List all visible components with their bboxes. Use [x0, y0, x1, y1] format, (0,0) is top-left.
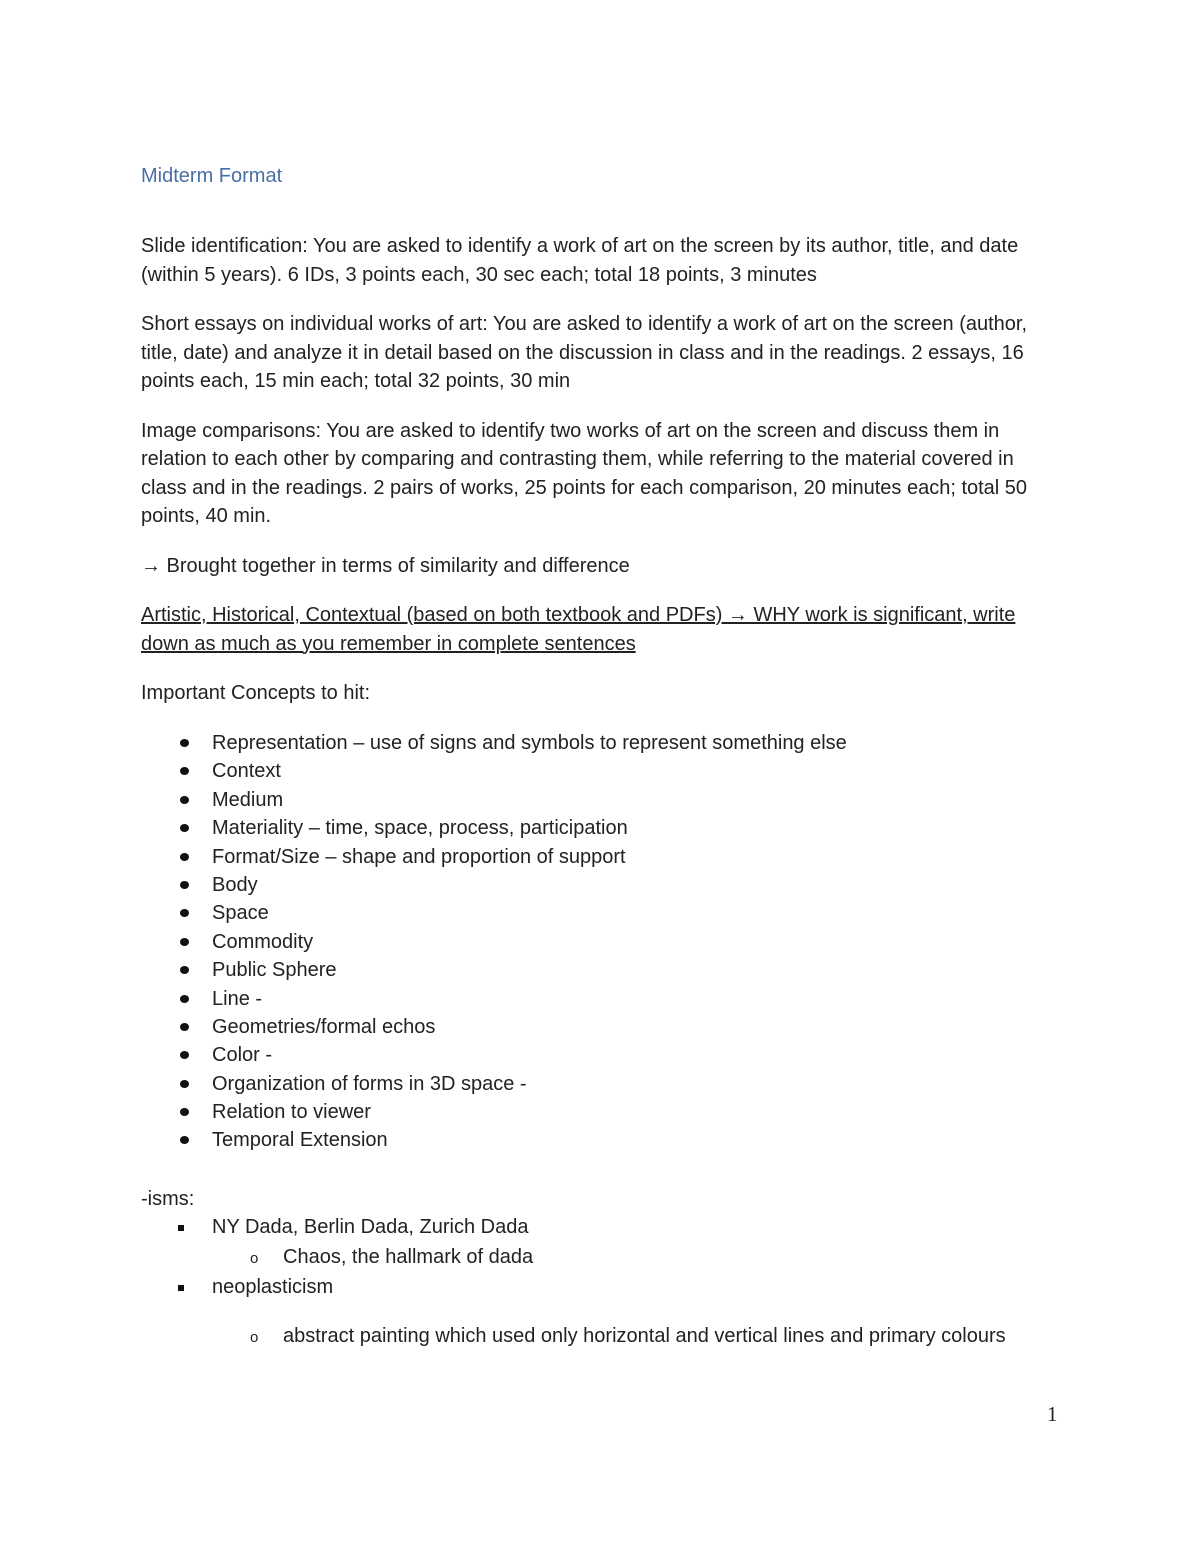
- bullet-icon: [180, 995, 189, 1003]
- bullet-icon: [180, 1080, 189, 1088]
- list-item: [141, 729, 1061, 757]
- list-item: [141, 814, 1061, 842]
- list-item: [141, 985, 1061, 1013]
- document-body: [141, 163, 1061, 1351]
- list-item: [141, 956, 1061, 984]
- bullet-icon: [180, 1023, 189, 1031]
- paragraph-slide-identification: Slide identification: You are asked to identify a work of art on the screen by its author, title, and date (within 5 years). 6 IDs, 3 points each, 30 sec each; total 18 points, 3 minutes: [141, 235, 1019, 286]
- list-item: [141, 899, 1061, 927]
- list-item: [141, 1070, 1061, 1098]
- concept-label: Commodity: [212, 930, 314, 953]
- bullet-icon: [180, 739, 189, 747]
- bullet-icon: [180, 853, 189, 861]
- list-item: [141, 1126, 1061, 1154]
- concepts-heading: Important Concepts to hit:: [141, 682, 371, 704]
- bullet-icon: [180, 767, 189, 775]
- bullet-icon: [180, 938, 189, 946]
- ism-item: [141, 1273, 1061, 1302]
- paragraph-image-comparisons: Image comparisons: You are asked to identify two works of art on the screen and discuss them in relation to each other by comparing and contrasting them, while referring to the material covered in class and in the readings. 2 pairs of works, 25 points for each comparison, 20 minutes each; total 50 points, 40 min.: [141, 419, 1028, 527]
- concept-label: Line -: [212, 987, 263, 1010]
- list-item: [141, 871, 1061, 899]
- concept-label: Body: [212, 873, 258, 896]
- bullet-icon: [180, 966, 189, 974]
- list-item: [141, 843, 1061, 871]
- ism-subitem-label: Chaos, the hallmark of dada: [283, 1245, 534, 1268]
- circle-bullet-icon: o: [250, 1249, 259, 1267]
- ism-subitem: [141, 1242, 1061, 1272]
- concept-label: Geometries/formal echos: [212, 1015, 436, 1038]
- concept-label: Organization of forms in 3D space -: [212, 1072, 527, 1095]
- bullet-icon: [180, 796, 189, 804]
- ism-label: neoplasticism: [212, 1275, 334, 1298]
- ism-label: NY Dada, Berlin Dada, Zurich Dada: [212, 1215, 529, 1238]
- bullet-icon: [180, 824, 189, 832]
- bullet-icon: [180, 1051, 189, 1059]
- square-bullet-icon: [178, 1285, 184, 1291]
- list-item: [141, 757, 1061, 785]
- underlined-note: Artistic, Historical, Contextual (based on both textbook and PDFs) → WHY work is significant, write down as much as you remember in complete sentences: [141, 604, 1016, 655]
- concept-label: Materiality – time, space, process, participation: [212, 817, 628, 840]
- list-item: [141, 928, 1061, 956]
- list-item: [141, 1041, 1061, 1069]
- list-item: [141, 1098, 1061, 1126]
- arrow-note: → Brought together in terms of similarity and difference: [141, 554, 630, 577]
- concept-label: Format/Size – shape and proportion of support: [212, 845, 626, 868]
- paragraph-short-essays: Short essays on individual works of art: You are asked to identify a work of art on the screen (author, title, date) and analyze it in detail based on the discussion in class and in the readings. 2 essays, 16 points each, 15 min each; total 32 points, 30 min: [141, 313, 1028, 392]
- bullet-icon: [180, 1108, 189, 1116]
- ism-subitem-label: abstract painting which used only horizontal and vertical lines and primary colours: [283, 1324, 1006, 1347]
- concept-label: Representation – use of signs and symbols to represent something else: [212, 732, 847, 754]
- page-number: 1: [1047, 1402, 1058, 1426]
- bullet-icon: [180, 909, 189, 917]
- concept-label: Relation to viewer: [212, 1101, 371, 1124]
- concept-label: Public Sphere: [212, 959, 337, 982]
- bullet-icon: [180, 881, 189, 889]
- bullet-icon: [180, 1136, 189, 1144]
- concepts-list: [141, 729, 1061, 1155]
- ism-subitem: [141, 1321, 1061, 1351]
- square-bullet-icon: [178, 1225, 184, 1231]
- page-title: Midterm Format: [141, 165, 283, 187]
- concept-label: Temporal Extension: [212, 1129, 388, 1152]
- ism-item: [141, 1213, 1061, 1242]
- list-item: [141, 786, 1061, 814]
- concept-label: Context: [212, 760, 281, 783]
- concept-label: Medium: [212, 788, 284, 811]
- concept-label: Space: [212, 902, 269, 925]
- concept-label: Color -: [212, 1044, 273, 1067]
- list-item: [141, 1013, 1061, 1041]
- isms-heading: -isms:: [141, 1187, 195, 1210]
- circle-bullet-icon: o: [250, 1328, 259, 1346]
